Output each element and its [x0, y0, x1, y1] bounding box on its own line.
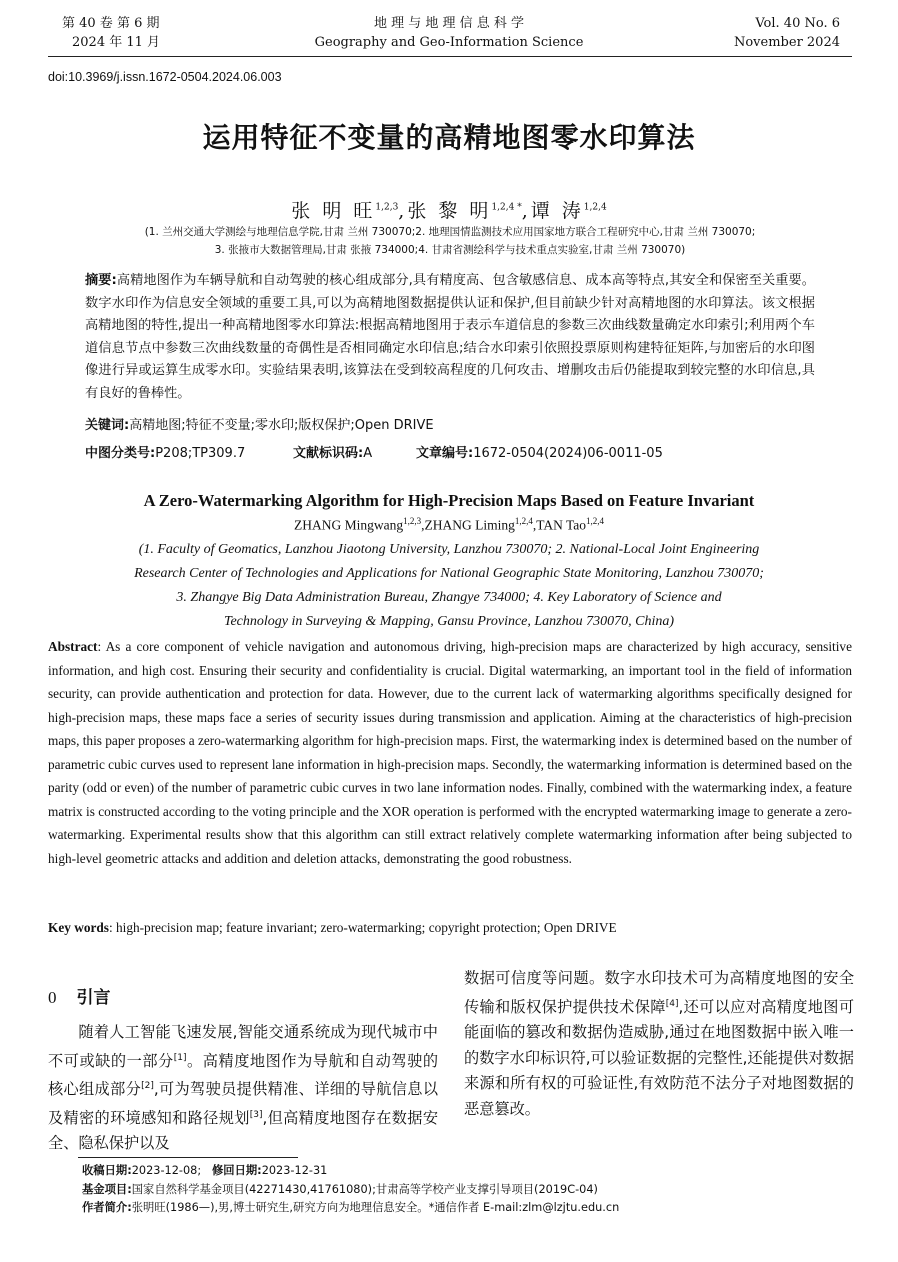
author-bio-value: 张明旺(1986—),男,博士研究生,研究方向为地理信息安全。*通信作者 E-mail:zlm@lzjtu.edu.cn [131, 1201, 620, 1214]
en-author-name: TAN Tao [536, 517, 587, 533]
citation-ref[interactable]: [1] [173, 1052, 187, 1063]
keywords-cn [85, 416, 434, 436]
journal-volume-issue: 第 40 卷 第 6 期 [62, 16, 160, 31]
journal-name-cn: 地 理 与 地 理 信 息 科 学 [373, 16, 525, 31]
author-affil-sup: 1,2,3 [375, 202, 399, 213]
author-affil-sup: 1,2,4 * [491, 202, 522, 213]
en-author-separator: , [532, 517, 537, 533]
en-affiliation-line: 3. Zhangye Big Data Administration Bureau, Zhangye 734000; 4. Key Laboratory of Science and [176, 590, 722, 605]
header-divider [48, 56, 852, 57]
journal-name-en: Geography and Geo-Information Science [314, 35, 584, 50]
en-affiliation-line: Technology in Surveying & Mapping, Gansu Province, Lanzhou 730070, China) [223, 614, 675, 629]
received-label: 收稿日期: [82, 1164, 132, 1177]
journal-volume-info-en [734, 14, 840, 52]
abstract-cn [85, 270, 815, 405]
clc-number [85, 442, 245, 461]
citation-ref[interactable]: [2] [141, 1081, 154, 1092]
article-number [416, 442, 663, 461]
en-author-sup: 1,2,3 [403, 516, 422, 526]
keywords-en-text: : high-precision map; feature invariant; zero-watermarking; copyright protection; Open DRIVE [108, 920, 617, 935]
body-text: 。高精度地图作为导航和自动驾驶的核心组成部分 [48, 1051, 438, 1099]
footnote-divider [78, 1157, 298, 1158]
author-affil-sup: 1,2,4 [583, 202, 607, 213]
doi-link[interactable]: doi:10.3969/j.issn.1672-0504.2024.06.003 [48, 70, 282, 84]
affiliation-line: (1. 兰州交通大学测绘与地理信息学院,甘肃 兰州 730070;2. 地理国情监测技术应用国家地方联合工程研究中心,甘肃 兰州 730070; [144, 226, 756, 238]
doc-code-label: 文献标识码: [293, 446, 364, 461]
keywords-cn-text: 高精地图;特征不变量;零水印;版权保护;Open DRIVE [129, 418, 434, 433]
en-author-name: ZHANG Liming [424, 517, 515, 533]
author-list [0, 196, 898, 223]
abstract-en [48, 635, 852, 870]
abstract-cn-text: 高精地图作为车辆导航和自动驾驶的核心组成部分,具有精度高、包含敏感信息、成本高等特点,其安全和保密至关重要。数字水印作为信息安全领域的重要工具,可以为高精地图数据提供认证和保护,但目前缺少针对高精地图的水印算法。该文根据高精地图的特性,提出一种高精地图零水印算法:根据高精地图用于表示车道信息的参数三次曲线数量确定水印索引;利用两个车道信息节点中参数三次曲线数量的奇偶性是否相同确定水印信息;结合水印索引依照投票原则构建特征矩阵,与加密后的水印图像进行异或运算生成零水印。实验结果表明,该算法在受到较高程度的几何攻击、增删攻击后仍能提取到较完整的水印信息,具有良好的鲁棒性。 [85, 273, 815, 401]
article-no-label: 文章编号: [416, 446, 474, 461]
paper-title: 运用特征不变量的高精地图零水印算法 [202, 121, 696, 154]
en-author-name: ZHANG Mingwang [293, 517, 404, 533]
revised-label: 修回日期: [211, 1164, 262, 1177]
abstract-en-text: : As a core component of vehicle navigation and autonomous driving, high-precision maps are characterized by high accuracy, sensitive information, and high cost. Ensuring their security and confidentiality is crucial. Digital watermarking, an important tool in the field of information security, can provide authentication and protection for data. However, due to the current lack of watermarking algorithms specifically designed for high-precision maps, these maps face a series of security issues during transmission and application. Aiming at the characteristics of high-precision maps, this paper proposes a zero-watermarking algorithm for high-precision maps. First, the watermarking index is determined based on the number of parametric cubic curves used to represent lane information in high-precision maps. Secondly, the watermarking information is determined based on the parity (odd or even) of the number of parametric cubic curves in two lane information nodes. Finally, combined with the watermarking index, a feature matrix is constructed according to the voting principle and the XOR operation is performed with the encrypted watermarking image to generate a zero-watermarking. Experimental results show that this algorithm can still extract relatively complete watermarking information after being subjected to high-level geometric attacks and addition and deletion attacks, demonstrating the good robustness. [48, 639, 852, 866]
en-author-separator: , [421, 517, 425, 533]
journal-date-cn: 2024 年 11 月 [72, 35, 161, 50]
section-title: 引言 [76, 988, 111, 1008]
author-bio-label: 作者简介: [82, 1201, 132, 1214]
author-separator: , [521, 200, 531, 222]
section-number: 0 [48, 988, 57, 1007]
fund-label: 基金项目: [82, 1183, 132, 1196]
footnote-funding [82, 1181, 598, 1199]
article-no-value: 1672-0504(2024)06-0011-05 [473, 446, 663, 461]
abstract-cn-label: 摘要: [85, 273, 117, 288]
abstract-en-label: Abstract [48, 639, 98, 654]
english-title: A Zero-Watermarking Algorithm for High-Precision Maps Based on Feature Invariant [143, 491, 755, 510]
citation-ref[interactable]: [4] [665, 998, 679, 1009]
keywords-en-label: Key words [48, 920, 109, 935]
en-affiliation-line: (1. Faculty of Geomatics, Lanzhou Jiaotong University, Lanzhou 730070; 2. National-Local Joint Engineering [138, 542, 760, 557]
revised-value: 2023-12-31 [261, 1164, 328, 1177]
body-text: ,还可以应对高精度地图可能面临的篡改和数据伪造威胁,通过在地图数据中嵌入唯一的数字水印标识符,可以验证数据的完整性,还能提供对数据来源和所有权的可验证性,有效防范不法分子对地图数据的恶意篡改。 [464, 997, 855, 1118]
body-column-right [464, 966, 854, 1122]
keywords-en [48, 920, 617, 936]
journal-date-en: November 2024 [733, 35, 840, 50]
received-value: 2023-12-08; [131, 1164, 202, 1177]
author-name: 谭 涛 [530, 200, 584, 222]
doc-code-value: A [363, 446, 373, 461]
clc-value: P208;TP309.7 [155, 446, 246, 461]
body-text: ,但高精度地图存在数据安全、隐私保护以及 [48, 1108, 439, 1153]
body-text: 随着人工智能飞速发展,智能交通系统成为现代城市中不可或缺的一部分 [48, 1023, 438, 1070]
en-affiliation-line: Research Center of Technologies and Applications for National Geographic State Monitoring, Lanzhou 730070; [134, 566, 764, 581]
fund-value: 国家自然科学基金项目(42271430,41761080);甘肃高等学校产业支撑引导项目(2019C-04) [131, 1183, 598, 1196]
document-code [293, 442, 372, 461]
author-name: 张 黎 明 [407, 200, 492, 222]
keywords-cn-label: 关键词: [85, 418, 130, 433]
clc-label: 中图分类号: [85, 446, 156, 461]
author-name: 张 明 旺 [291, 200, 376, 222]
author-separator: , [398, 200, 408, 222]
affiliation-line: 3. 张掖市大数据管理局,甘肃 张掖 734000;4. 甘肃省测绘科学与技术重点实验室,甘肃 兰州 730070) [214, 244, 686, 256]
body-text: 数据可信度等问题。数字水印技术可为高精度地图的安全传输和版权保护提供技术保障 [464, 969, 854, 1016]
en-author-sup: 1,2,4 [514, 516, 533, 526]
body-text: ,可为驾驶员提供精准、详细的导航信息以及精密的环境感知和路径规划 [48, 1080, 439, 1127]
journal-vol-no: Vol. 40 No. 6 [755, 16, 840, 31]
english-author-list [0, 516, 898, 534]
body-column-left [48, 1020, 438, 1157]
section-heading [48, 983, 111, 1008]
en-author-sup: 1,2,4 [586, 516, 605, 526]
footnote-dates [82, 1162, 327, 1180]
citation-ref[interactable]: [3] [249, 1109, 263, 1120]
footnote-author-bio [82, 1199, 619, 1217]
